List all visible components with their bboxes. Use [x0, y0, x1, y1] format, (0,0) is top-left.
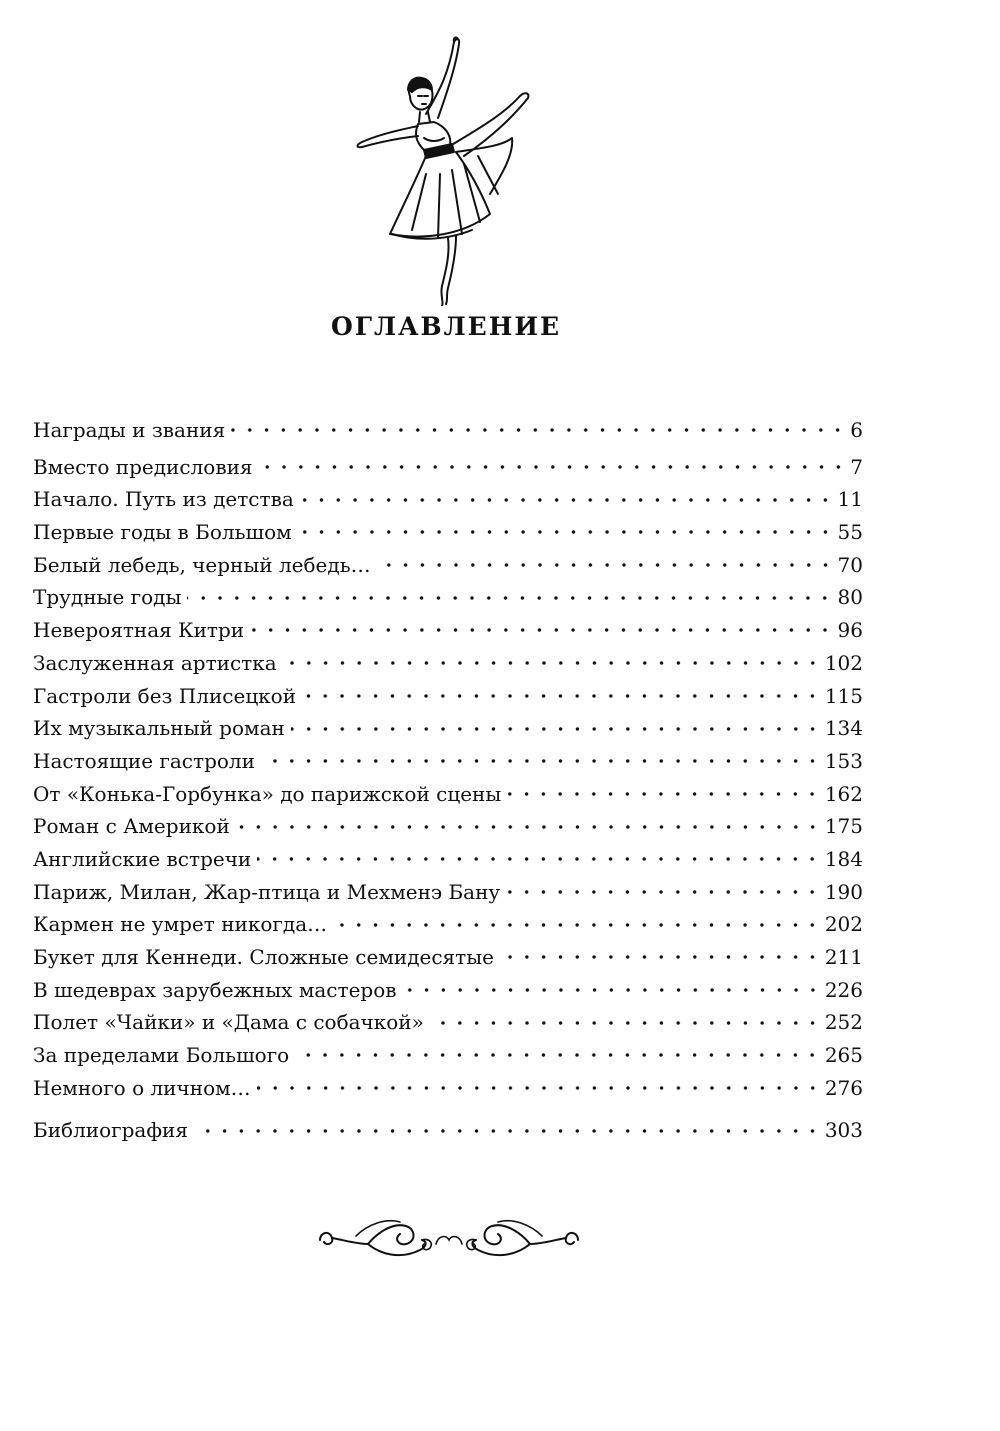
toc-entry-page: 7 [850, 454, 863, 479]
toc-entry-title: Вместо предисловия [33, 454, 253, 479]
dot-leader [300, 494, 834, 506]
dot-leader [377, 559, 834, 571]
toc-entry-page: 184 [824, 846, 863, 871]
toc-entry-title: Настоящие гастроли [33, 748, 255, 773]
table-of-contents [33, 414, 863, 1147]
toc-entry-title: Полет «Чайки» и «Дама с собачкой» [33, 1010, 424, 1035]
toc-entry-title: Первые годы в Большом [33, 520, 292, 545]
dot-leader [333, 919, 821, 931]
dot-leader [187, 592, 833, 604]
dot-leader [500, 951, 821, 963]
toc-entry-page: 153 [824, 748, 863, 773]
dot-leader [236, 821, 821, 833]
toc-entry-title: За пределами Большого [33, 1043, 290, 1068]
toc-entry-page: 303 [824, 1118, 863, 1143]
toc-entry-page: 80 [837, 585, 863, 610]
toc-entry [33, 614, 863, 647]
dot-leader [257, 853, 821, 865]
toc-entry [33, 876, 863, 909]
toc-entry [33, 712, 863, 745]
dot-leader [302, 690, 821, 702]
toc-entry-page: 252 [824, 1010, 863, 1035]
toc-entry-title: Награды и звания [33, 418, 226, 442]
toc-entry-title: Их музыкальный роман [33, 716, 285, 741]
toc-entry-page: 55 [837, 520, 863, 545]
dot-leader [259, 461, 847, 473]
toc-entry-page: 211 [824, 945, 863, 969]
toc-entry-title: Трудные годы [33, 585, 182, 610]
toc-entry-page: 70 [837, 552, 863, 577]
toc-entry [33, 451, 863, 484]
toc-entry-title: Английские встречи [33, 846, 252, 871]
flourish-ornament [316, 1214, 582, 1260]
ballerina-illustration [352, 34, 536, 306]
dot-leader [231, 424, 846, 436]
toc-entry [33, 516, 863, 549]
toc-entry-page: 6 [850, 418, 863, 442]
toc-entry [33, 549, 863, 582]
toc-entry-page: 190 [824, 879, 863, 904]
toc-entry-page: 162 [824, 781, 863, 806]
toc-entry-title: Немного о личном… [33, 1075, 251, 1100]
toc-entry-title: Букет для Кеннеди. Сложные семидесятые [33, 945, 494, 969]
toc-entry [33, 680, 863, 713]
toc-entry-page: 226 [824, 977, 863, 1002]
toc-entry-title: Гастроли без Плисецкой [33, 683, 297, 708]
toc-entry [33, 1114, 863, 1147]
toc-entry-title: Париж, Милан, Жар-птица и Мехменэ Бану [33, 879, 501, 904]
dot-leader [283, 657, 821, 669]
toc-entry [33, 1006, 863, 1039]
toc-entry-title: В шедеврах зарубежных мастеров [33, 977, 397, 1002]
toc-entry-title: Кармен не умрет никогда… [33, 912, 328, 937]
dot-leader [298, 526, 834, 538]
toc-entry-page: 96 [837, 618, 863, 643]
toc-entry-title: Заслуженная артистка [33, 650, 277, 675]
toc-entry [33, 414, 863, 447]
toc-entry [33, 483, 863, 516]
toc-entry [33, 810, 863, 843]
dot-leader [291, 723, 821, 735]
dot-leader [295, 1049, 821, 1061]
dot-leader [194, 1125, 821, 1137]
dot-leader [403, 984, 821, 996]
toc-entry [33, 908, 863, 941]
toc-entry-page: 115 [824, 683, 863, 708]
toc-heading: ОГЛАВЛЕНИЕ [330, 312, 562, 341]
dot-leader [261, 755, 821, 767]
dot-leader [250, 624, 833, 636]
toc-entry-title: Невероятная Китри [33, 618, 245, 643]
toc-entry [33, 1039, 863, 1072]
toc-entry-title: От «Конька-Горбунка» до парижской сцены [33, 781, 502, 806]
dot-leader [506, 886, 821, 898]
toc-entry [33, 974, 863, 1007]
toc-entry-page: 175 [824, 814, 863, 839]
toc-entry-title: Начало. Путь из детства [33, 487, 294, 512]
toc-entry-page: 202 [824, 912, 863, 937]
toc-entry-page: 134 [824, 716, 863, 741]
toc-entry-title: Библиография [33, 1118, 188, 1143]
toc-entry [33, 778, 863, 811]
toc-entry-page: 102 [824, 650, 863, 675]
toc-entry [33, 745, 863, 778]
toc-entry-title: Роман с Америкой [33, 814, 230, 839]
dot-leader [257, 1082, 821, 1094]
toc-entry [33, 1072, 863, 1105]
toc-entry [33, 581, 863, 614]
toc-entry [33, 647, 863, 680]
toc-entry-title: Белый лебедь, черный лебедь… [33, 552, 371, 577]
toc-entry-page: 276 [824, 1075, 863, 1100]
dot-leader [430, 1017, 821, 1029]
toc-entry-page: 11 [837, 487, 863, 512]
toc-entry-page: 265 [824, 1043, 863, 1068]
toc-entry [33, 843, 863, 876]
toc-entry [33, 941, 863, 974]
dot-leader [507, 788, 821, 800]
